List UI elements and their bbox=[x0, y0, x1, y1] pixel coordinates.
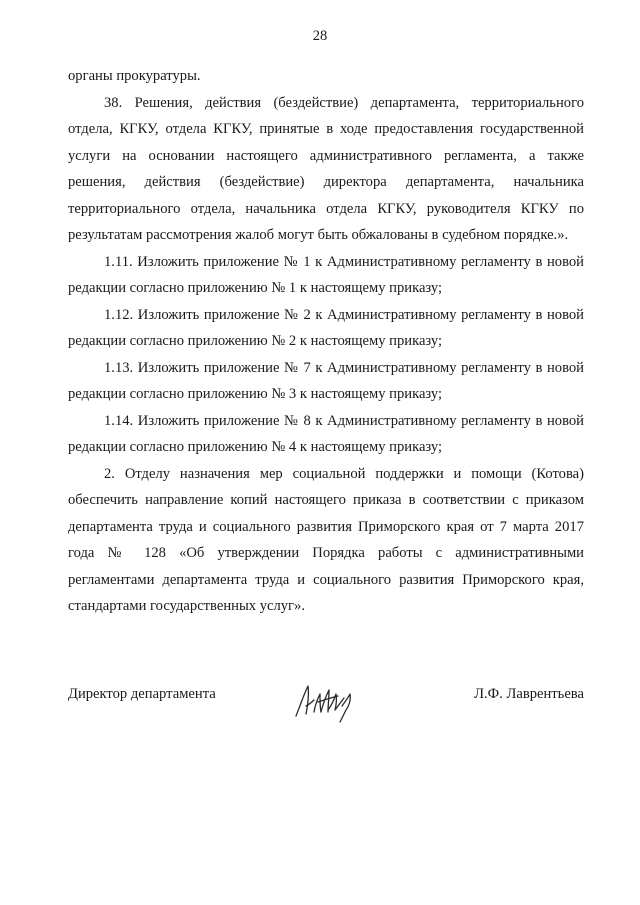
paragraph-1-13: 1.13. Изложить приложение № 7 к Административному регламенту в новой редакции согласно приложению № 3 к настоящему приказу; bbox=[68, 359, 584, 402]
document-body bbox=[68, 63, 584, 620]
handwritten-signature bbox=[290, 676, 358, 724]
paragraph-1-14: 1.14. Изложить приложение № 8 к Административному регламенту в новой редакции согласно приложению № 4 к настоящему приказу; bbox=[68, 412, 584, 455]
page-number: 28 bbox=[312, 28, 328, 44]
paragraph-2: 2. Отделу назначения мер социальной поддержки и помощи (Котова) обеспечить направление копий настоящего приказа в соответствии с приказом департамента труда и социального развития Приморского края от 7 марта 2017 года № 128 «Об утверждении Порядка работы с административными регламентами департамента труда и социального развития Приморского края, стандартами государственных услуг». bbox=[68, 465, 584, 614]
signatory-name: Л.Ф. Лаврентьева bbox=[474, 686, 584, 702]
signatory-title: Директор департамента bbox=[68, 686, 216, 702]
paragraph-1-12: 1.12. Изложить приложение № 2 к Административному регламенту в новой редакции согласно приложению № 2 к настоящему приказу; bbox=[68, 306, 584, 349]
paragraph-continuation: органы прокуратуры. bbox=[68, 68, 201, 84]
paragraph-1-11: 1.11. Изложить приложение № 1 к Административному регламенту в новой редакции согласно приложению № 1 к настоящему приказу; bbox=[68, 253, 584, 296]
signature-block bbox=[68, 676, 584, 726]
paragraph-38: 38. Решения, действия (бездействие) департамента, территориального отдела, КГКУ, отдела КГКУ, принятые в ходе предоставления государственной услуги на основании настоящего административного регламента, а также решения, действия (бездействие) директора департамента, начальника территориального отдела, начальника отдела КГКУ, руководителя КГКУ по результатам рассмотрения жалоб могут быть обжалованы в судебном порядке.». bbox=[68, 94, 584, 243]
